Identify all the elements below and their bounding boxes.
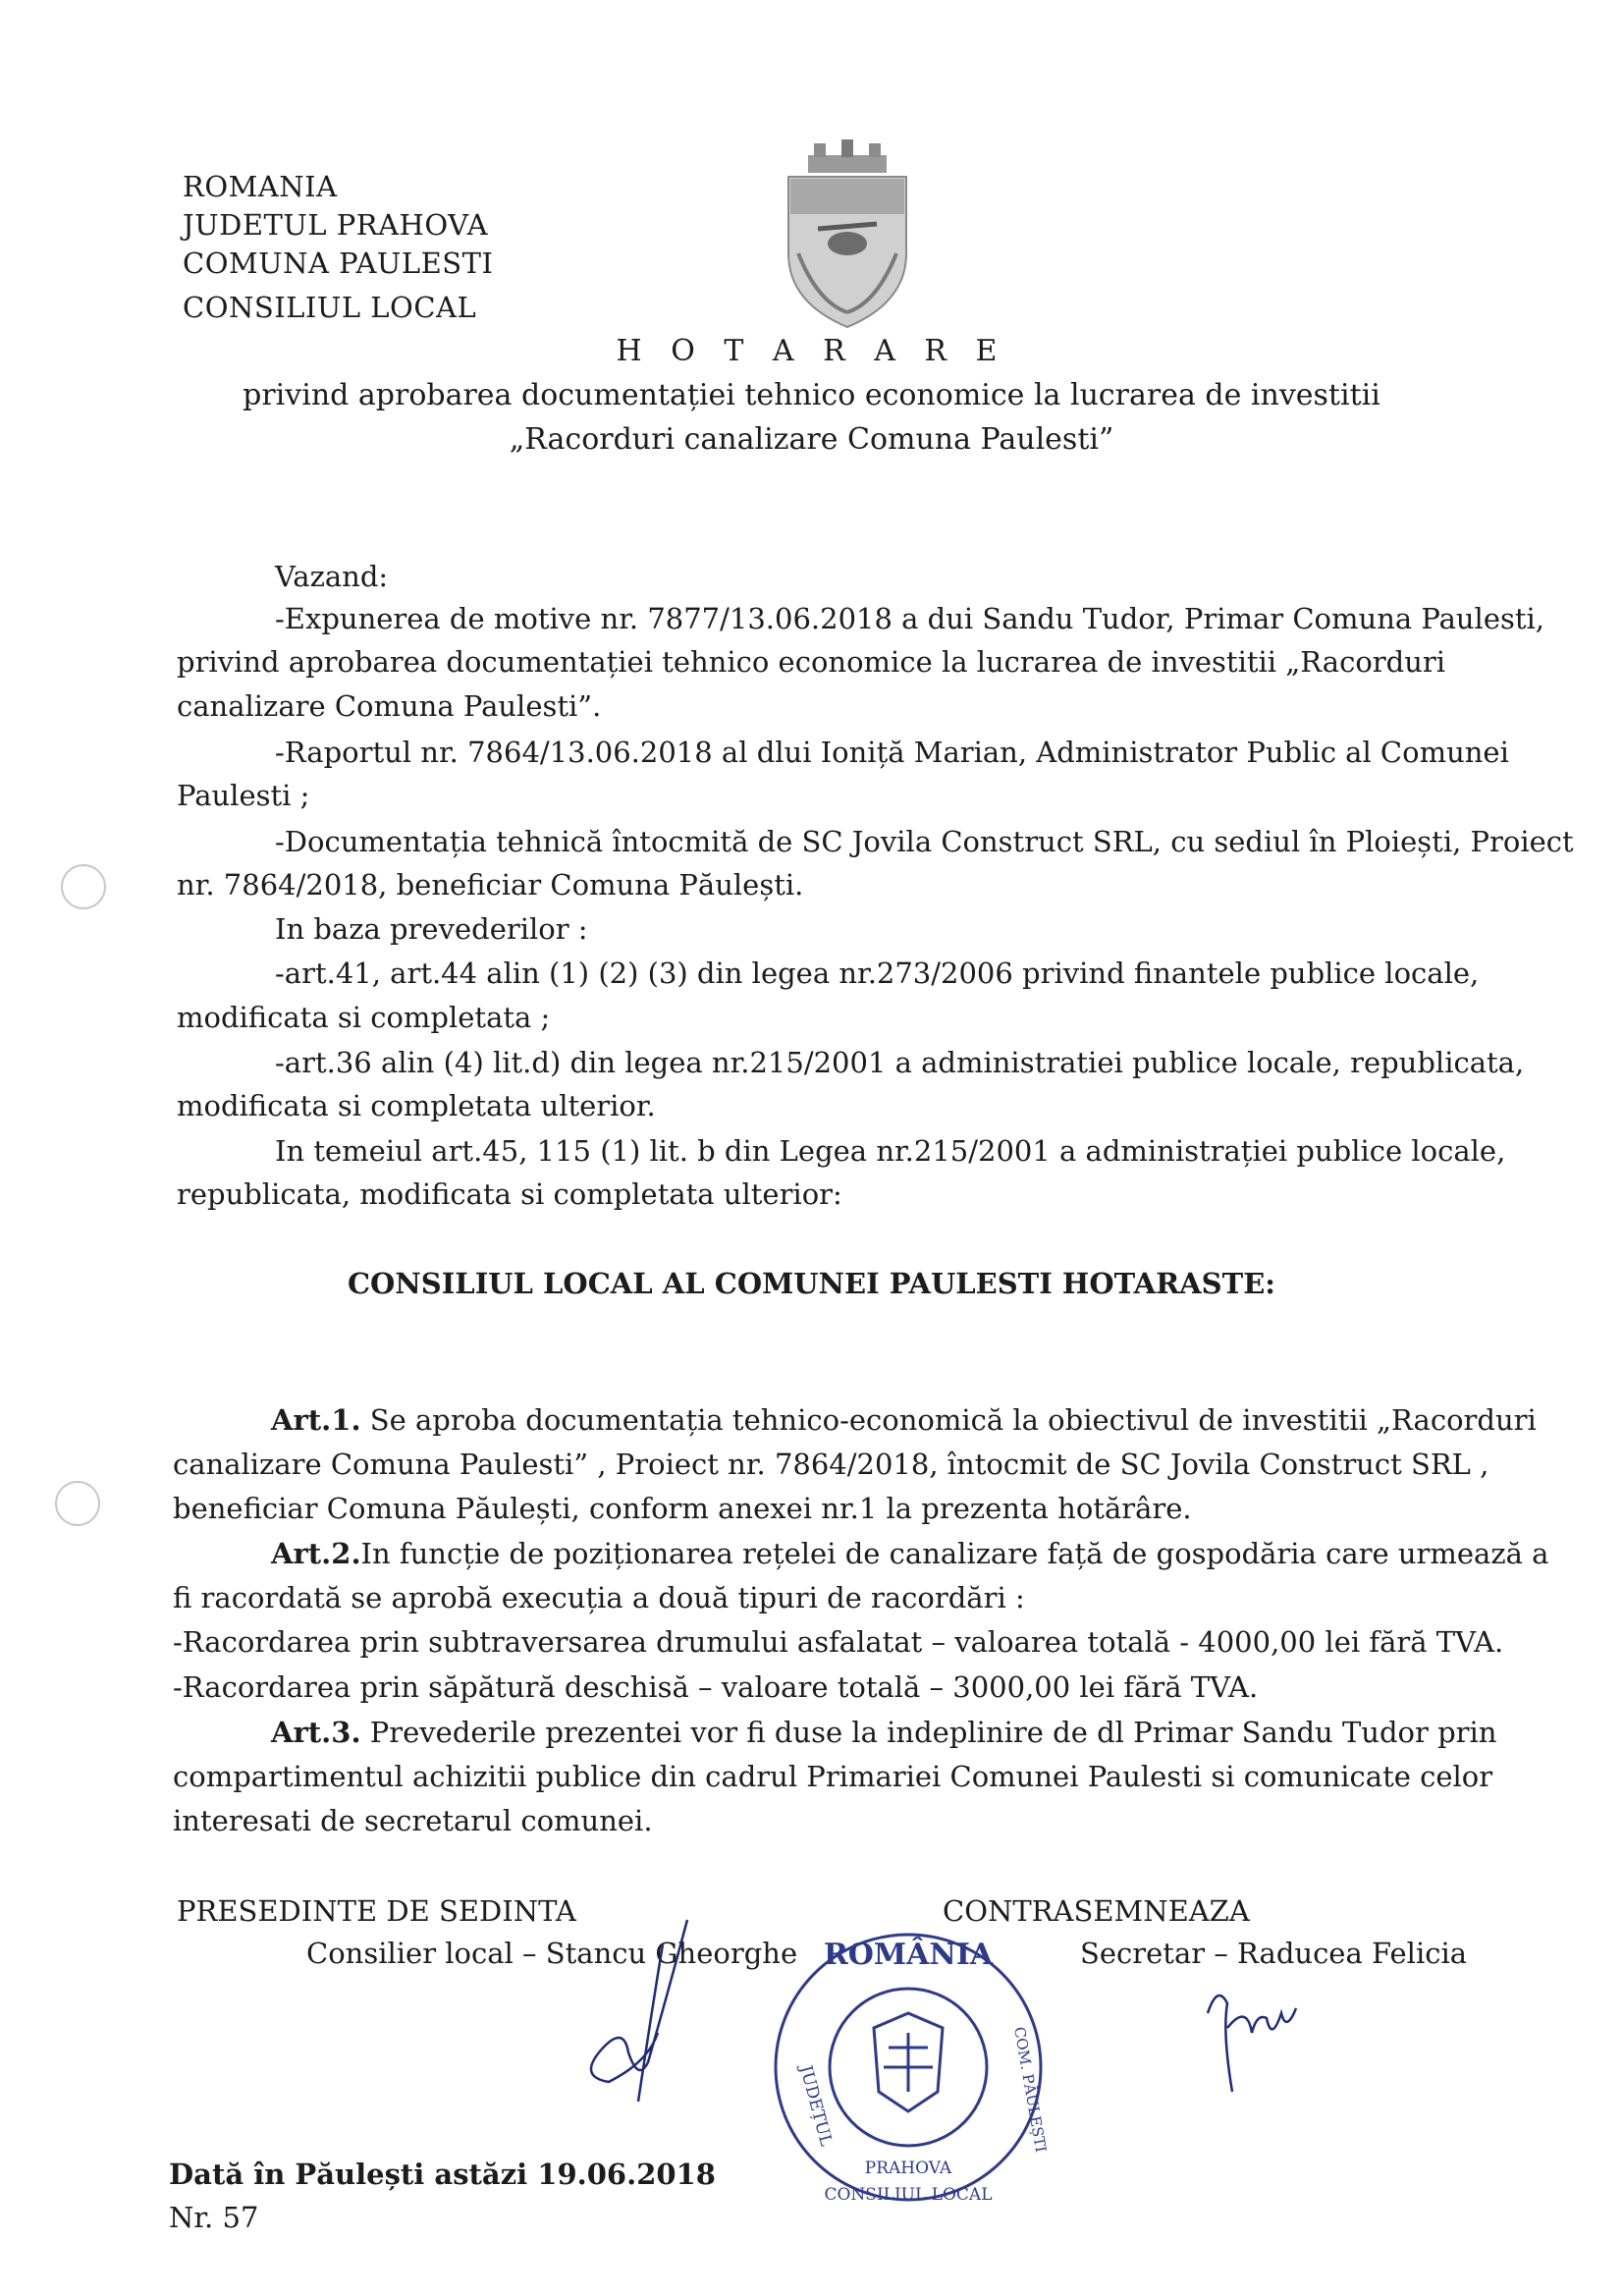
- body-line: -art.36 alin (4) lit.d) din legea nr.215/2001 a administratiei publice locale, republicata,: [275, 1046, 1525, 1079]
- body-line: canalizare Comuna Paulesti” , Proiect nr. 7864/2018, întocmit de SC Jovila Construct SRL ,: [173, 1448, 1489, 1481]
- stamp-top-text: ROMÂNIA: [823, 1938, 994, 1972]
- date-line: Dată în Păulești astăzi 19.06.2018: [169, 2158, 716, 2191]
- signature-left-title: PRESEDINTE DE SEDINTA: [177, 1894, 576, 1928]
- body-line: -Expunerea de motive nr. 7877/13.06.2018 a dui Sandu Tudor, Primar Comuna Paulesti,: [275, 602, 1545, 635]
- body-line: nr. 7864/2018, beneficiar Comuna Păulești.: [177, 868, 804, 902]
- article-text: Prevederile prezentei vor fi duse la indeplinire de dl Primar Sandu Tudor prin: [360, 1716, 1497, 1749]
- official-stamp-icon: [761, 1920, 1055, 2214]
- header-county: JUDETUL PRAHOVA: [183, 208, 489, 242]
- body-line: In baza prevederilor :: [275, 912, 588, 946]
- vazand-label: Vazand:: [275, 560, 389, 593]
- article-label: Art.1.: [271, 1403, 361, 1437]
- body-line: In temeiul art.45, 115 (1) lit. b din Legea nr.215/2001 a administrației publice locale,: [275, 1134, 1506, 1168]
- signature-right-name: Secretar – Raducea Felicia: [1080, 1937, 1468, 1970]
- punch-hole-mark: [61, 864, 106, 909]
- signature-left-name: Consilier local – Stancu Gheorghe: [306, 1937, 798, 1970]
- article-label: Art.3.: [271, 1716, 361, 1749]
- document-subtitle-project: „Racorduri canalizare Comuna Paulesti”: [509, 422, 1114, 457]
- body-line: -Raportul nr. 7864/13.06.2018 al dlui Ioniță Marian, Administrator Public al Comunei: [275, 736, 1509, 769]
- body-line: -art.41, art.44 alin (1) (2) (3) din legea nr.273/2006 privind finantele publice locale,: [275, 957, 1480, 990]
- body-line: privind aprobarea documentației tehnico economice la lucrarea de investitii „Racorduri: [177, 645, 1446, 679]
- article-1: [271, 1398, 1537, 1443]
- decision-number: Nr. 57: [169, 2201, 259, 2234]
- body-line: beneficiar Comuna Păulești, conform anexei nr.1 la prezenta hotărâre.: [173, 1492, 1192, 1525]
- body-line: fi racordată se aprobă execuția a două tipuri de racordări :: [173, 1581, 1025, 1614]
- document-subtitle: privind aprobarea documentației tehnico economice la lucrarea de investitii: [243, 378, 1380, 412]
- article-text: Se aproba documentația tehnico-economică la obiectivul de investitii „Racorduri: [360, 1403, 1537, 1437]
- stamp-left-text: JUDEȚUL: [795, 2063, 837, 2149]
- body-line: republicata, modificata si completata ulterior:: [177, 1177, 842, 1211]
- coat-of-arms-icon: [779, 136, 916, 332]
- stamp-right-text: COM. PĂULEȘTI: [1010, 2025, 1051, 2155]
- body-line: modificata si completata ;: [177, 1001, 551, 1034]
- header-country: ROMANIA: [183, 170, 338, 203]
- body-line: compartimentul achizitii publice din cadrul Primariei Comunei Paulesti si comunicate celor: [173, 1760, 1493, 1793]
- signature-left-icon: [569, 1915, 717, 2111]
- article-text: In funcție de poziționarea rețelei de canalizare față de gospodăria care urmează a: [360, 1537, 1549, 1570]
- body-line: canalizare Comuna Paulesti”.: [177, 689, 602, 723]
- article-label: Art.2.: [271, 1537, 361, 1570]
- stamp-bottom-text: PRAHOVA: [864, 2159, 952, 2178]
- header-council: CONSILIUL LOCAL: [183, 291, 477, 324]
- punch-hole-mark: [55, 1481, 100, 1526]
- body-line: -Racordarea prin subtraversarea drumului asfalatat – valoarea totală - 4000,00 lei fără TVA.: [173, 1625, 1504, 1659]
- body-line: Paulesti ;: [177, 779, 310, 812]
- signature-right-icon: [1198, 1974, 1316, 2102]
- article-3: [271, 1711, 1496, 1755]
- body-line: -Documentația tehnică întocmită de SC Jovila Construct SRL, cu sediul în Ploiești, Proiect: [275, 825, 1574, 858]
- document-title: H O T A R A R E: [616, 334, 1007, 368]
- body-line: -Racordarea prin săpătură deschisă – valoare totală – 3000,00 lei fără TVA.: [173, 1670, 1259, 1704]
- decision-heading: CONSILIUL LOCAL AL COMUNEI PAULESTI HOTARASTE:: [347, 1267, 1276, 1300]
- body-line: modificata si completata ulterior.: [177, 1089, 656, 1122]
- stamp-lower-text: CONSILIUL LOCAL: [824, 2185, 993, 2205]
- body-line: interesati de secretarul comunei.: [173, 1804, 653, 1837]
- signature-right-title: CONTRASEMNEAZA: [943, 1894, 1250, 1928]
- article-2: [271, 1532, 1548, 1576]
- header-commune: COMUNA PAULESTI: [183, 246, 494, 280]
